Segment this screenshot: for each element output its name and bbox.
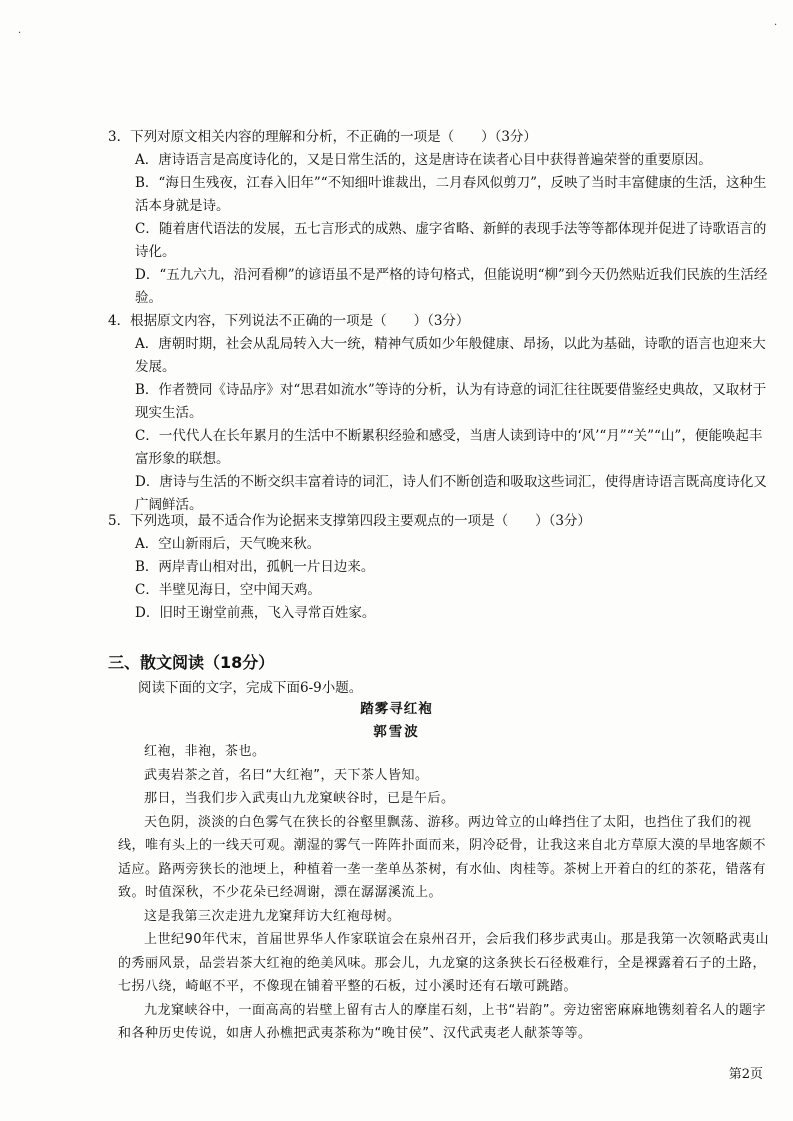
option-d: D．唐诗与生活的不断交织丰富着诗的词汇，诗人们不断创造和吸取这些词汇，使得唐诗语言既高度诗化又广阔鲜活。 (135, 474, 767, 513)
option-a: A．空山新雨后，天气晚来秋。 (135, 536, 321, 552)
option-b: B．作者赞同《诗品序》对“思君如流水”等诗的分析，认为有诗意的词汇往往既要借鉴经史典故，又取材于现实生活。 (135, 382, 767, 421)
question-3 (108, 126, 768, 310)
essay-paragraph: 天色阴，淡淡的白色雾气在狭长的谷壑里飘荡、游移。两边耸立的山峰挡住了太阳，也挡住了我们的视线，唯有头上的一线天可观。潮湿的雾气一阵阵扑面而来，阴冷砭骨，让我这来自北方草原大漠的旱地客颇不适应。路两旁狭长的池埂上，种植着一垄一垄单丛茶树，有水仙、肉桂等。茶树上开着白的红的茶花，错落有致。时值深秋，不少花朵已经凋谢，漂在潺潺溪流上。 (118, 814, 767, 900)
essay-title: 踏雾寻红袍 (360, 701, 433, 717)
option-d: D．“五九六九，沿河看柳”的谚语虽不是严格的诗句格式，但能说明“柳”到今天仍然贴近我们民族的生活经验。 (135, 267, 768, 306)
option-c: C．半壁见海日，空中闻天鸡。 (135, 582, 321, 598)
essay-paragraph: 武夷岩茶之首，名曰“大红袍”，天下茶人皆知。 (144, 767, 429, 783)
option-c: C．一代代人在长年累月的生活中不断累积经验和感受，当唐人读到诗中的‘风’“月”“关”“山”，便能唤起丰富形象的联想。 (135, 428, 763, 467)
option-a: A．唐朝时期，社会从乱局转入大一统，精神气质如少年般健康、昂扬，以此为基础，诗歌的语言也迎来大发展。 (135, 336, 766, 375)
essay-body (118, 740, 770, 1046)
essay-paragraph: 红袍，非袍，茶也。 (144, 744, 266, 759)
essay-paragraph: 九龙窠峡谷中，一面高高的岩壁上留有古人的摩崖石刻，上书“岩韵”。旁边密密麻麻地镌刻着名人的题字和各种历史传说，如唐人孙樵把武夷茶称为“晚甘侯”、汉代武夷老人献茶等等。 (118, 1002, 766, 1041)
question-4 (108, 310, 768, 517)
option-a: A．唐诗语言是高度诗化的，又是日常生活的，这是唐诗在读者心目中获得普遍荣誉的重要原因。 (135, 152, 712, 168)
essay-paragraph: 上世纪90年代末，首届世界华人作家联谊会在泉州召开，会后我们移步武夷山。那是我第一次领略武夷山的秀丽风景，品尝岩茶大红袍的绝美风味。那会儿，九龙窠的这条狭长石径极难行，全是裸露着石子的土路，七拐八绕，崎岖不平，不像现在铺着平整的石板，过小溪时还有石墩可跳踏。 (118, 932, 770, 994)
option-b: B．“海日生残夜，江春入旧年”“不知细叶谁裁出，二月春风似剪刀”，反映了当时丰富健康的生活，这种生活本身就是诗。 (135, 175, 767, 214)
question-stem: 5．下列选项，最不适合作为论据来支撑第四段主要观点的一项是（ ）（3分） (108, 513, 591, 529)
option-c: C．随着唐代语法的发展，五七言形式的成熟、虚字省略、新鲜的表现手法等等都体现并促进了诗歌语言的诗化。 (135, 221, 767, 260)
question-stem: 3．下列对原文相关内容的理解和分析，不正确的一项是（ ）（3分） (108, 129, 537, 145)
scan-mark: · (18, 28, 22, 39)
essay-paragraph: 那日，当我们步入武夷山九龙窠峡谷时，已是午后。 (144, 791, 455, 806)
scan-mark: · (774, 20, 778, 31)
option-b: B．两岸青山相对出，孤帆一片日边来。 (135, 559, 375, 575)
question-stem: 4．根据原文内容，下列说法不正确的一项是（ ）（3分） (108, 313, 470, 329)
section-instruction: 阅读下面的文字，完成下面6-9小题。 (138, 680, 363, 696)
page-number: 第2页 (728, 1067, 763, 1082)
question-5 (108, 510, 768, 625)
essay-paragraph: 这是我第三次走进九龙窠拜访大红袍母树。 (144, 908, 401, 924)
option-d: D．旧时王谢堂前燕，飞入寻常百姓家。 (135, 605, 376, 621)
essay-author: 郭雪波 (373, 724, 420, 740)
section-heading: 三、散文阅读（18分） (108, 653, 275, 672)
